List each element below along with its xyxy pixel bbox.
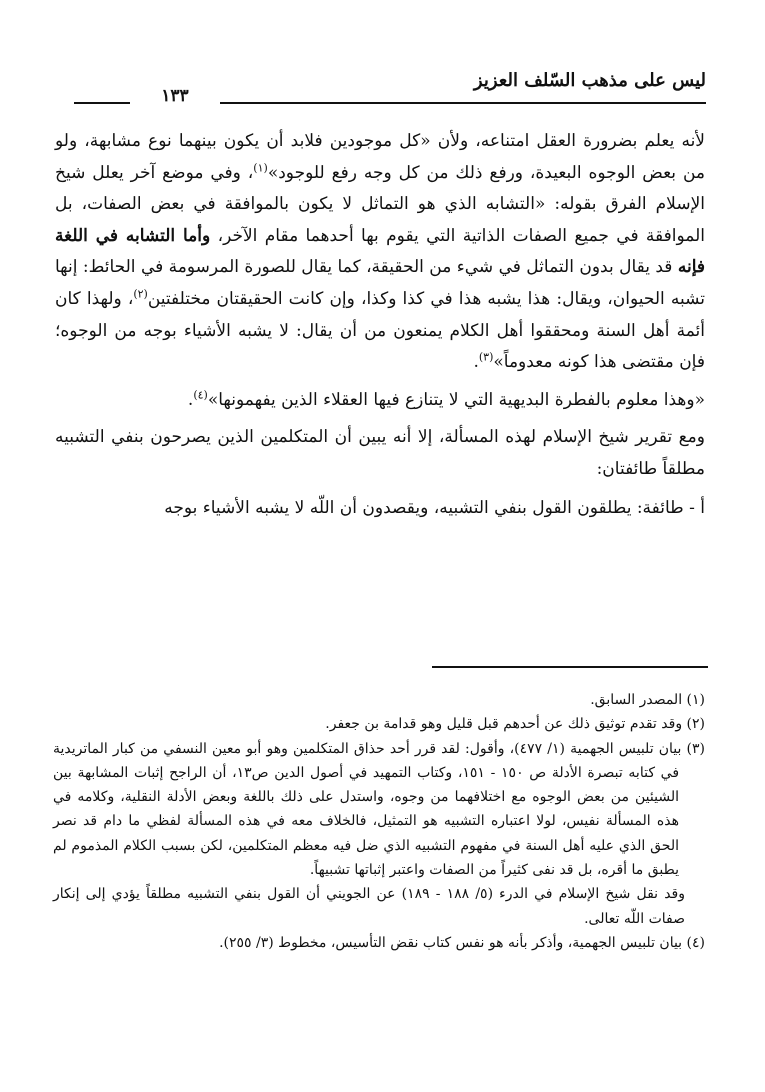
- page-number: ١٣٣: [130, 86, 220, 106]
- paragraph-3: ومع تقرير شيخ الإسلام لهذه المسألة، إلا أنه يبين أن المتكلمين الذين يصرحون بنفي التشبيه مطلقاً طائفتان:: [55, 427, 705, 479]
- paragraph-4: أ - طائفة: يطلقون القول بنفي التشبيه، ويقصدون أن اللّه لا يشبه الأشياء بوجه: [164, 497, 705, 518]
- paragraph-1: لأنه يعلم بضرورة العقل امتناعه، ولأن «كل موجودين فلابد أن يكون بينهما نوع مشابهة، ولو من بعض الوجوه البعيدة، ورفع ذلك من كل وجه رفع للوجود»$^{(١)}$، وفي موضع آخر يعلل شيخ الإسلام الفرق بقوله: «التشابه الذي هو التماثل لا يكون بالموافقة في بعض الصفات، بل الموافقة في جميع الصفات الذاتية التي يقوم بها أحدهما مقام الآخر، وأما التشابه في اللغة فإنه قد يقال بدون التماثل في شيء من الحقيقة، كما يقال للصورة المرسومة في الحائط: إنها تشبه الحيوان، ويقال: هذا يشبه هذا في كذا وكذا، وإن كانت الحقيقتان مختلفتين$^{(٢)}$، ولهذا كان أئمة أهل السنة ومحققوا أهل الكلام يمنعون من أن يقال: لا يشبه الأشياء بوجه من الوجوه؛ فإن مقتضى هذا كونه معدوماً»$^{(٣)}$.: [55, 131, 706, 373]
- footnote-4: (٤) بيان تلبيس الجهمية، وأذكر بأنه هو نفس كتاب نقض التأسيس، مخطوط (٣/ ٢٥٥).: [219, 934, 705, 951]
- running-title: ليس على مذهب السّلف العزيز: [473, 70, 706, 91]
- footnote-ref-2: (٢): [133, 287, 148, 301]
- main-text: [55, 126, 705, 524]
- footnotes: [53, 688, 705, 955]
- footnote-ref-3: (٣): [478, 350, 494, 364]
- footnote-ref-1: (١): [253, 160, 268, 174]
- footnote-2: (٢) وقد تقدم توثيق ذلك عن أحدهم قبل قليل وهو قدامة بن جعفر.: [325, 716, 705, 733]
- footnote-ref-4: (٤): [193, 388, 208, 402]
- page-header: [74, 70, 706, 106]
- footnote-1: (١) المصدر السابق.: [590, 692, 705, 708]
- footnote-3: (٣) بيان تلبيس الجهمية (١/ ٤٧٧)، وأقول: لقد قرر أحد حذاق المتكلمين وهو أبو معين النسفي من كبار الماتريدية في كتابه تبصرة الأدلة ص ١٥٠ - ١٥١، وكتاب التمهيد في أصول الدين ص١٣، أن الراجح إثبات المشابهة بين الشيئين من بعض الوجوه مع اختلافهما من وجوه، واستدل على ذلك باللغة وبعض الأدلة النقلية، وكلامه في هذه المسألة نفيس، لولا اعتباره التشبيه هو التمثيل، فالخلاف معه في هذه المسألة لفظي ما دام قد نصر الحق الذي عليه أهل السنة في مفهوم التشبيه الذي ضل فيه معظم المتكلمين، لكن بسبب الكلام المذموم لم يطبق ما أقره، بل قد نفى كثيراً من الصفات واعتبر إثباتها تشبيهاً.: [53, 740, 705, 879]
- paragraph-2: «وهذا معلوم بالفطرة البديهية التي لا يتنازع فيها العقلاء الذين يفهمونها»$^{(٤)}$.: [187, 388, 705, 410]
- bold-phrase: وأما التشابه في اللغة فإنه: [55, 225, 705, 278]
- footnote-3-continued: وقد نقل شيخ الإسلام في الدرء (٥/ ١٨٨ - ١٨٩) عن الجويني أن القول بنفي التشبيه مطلقاً يؤدي إلى إنكار صفات اللّه تعالى.: [53, 886, 685, 927]
- footnote-separator: [432, 666, 708, 668]
